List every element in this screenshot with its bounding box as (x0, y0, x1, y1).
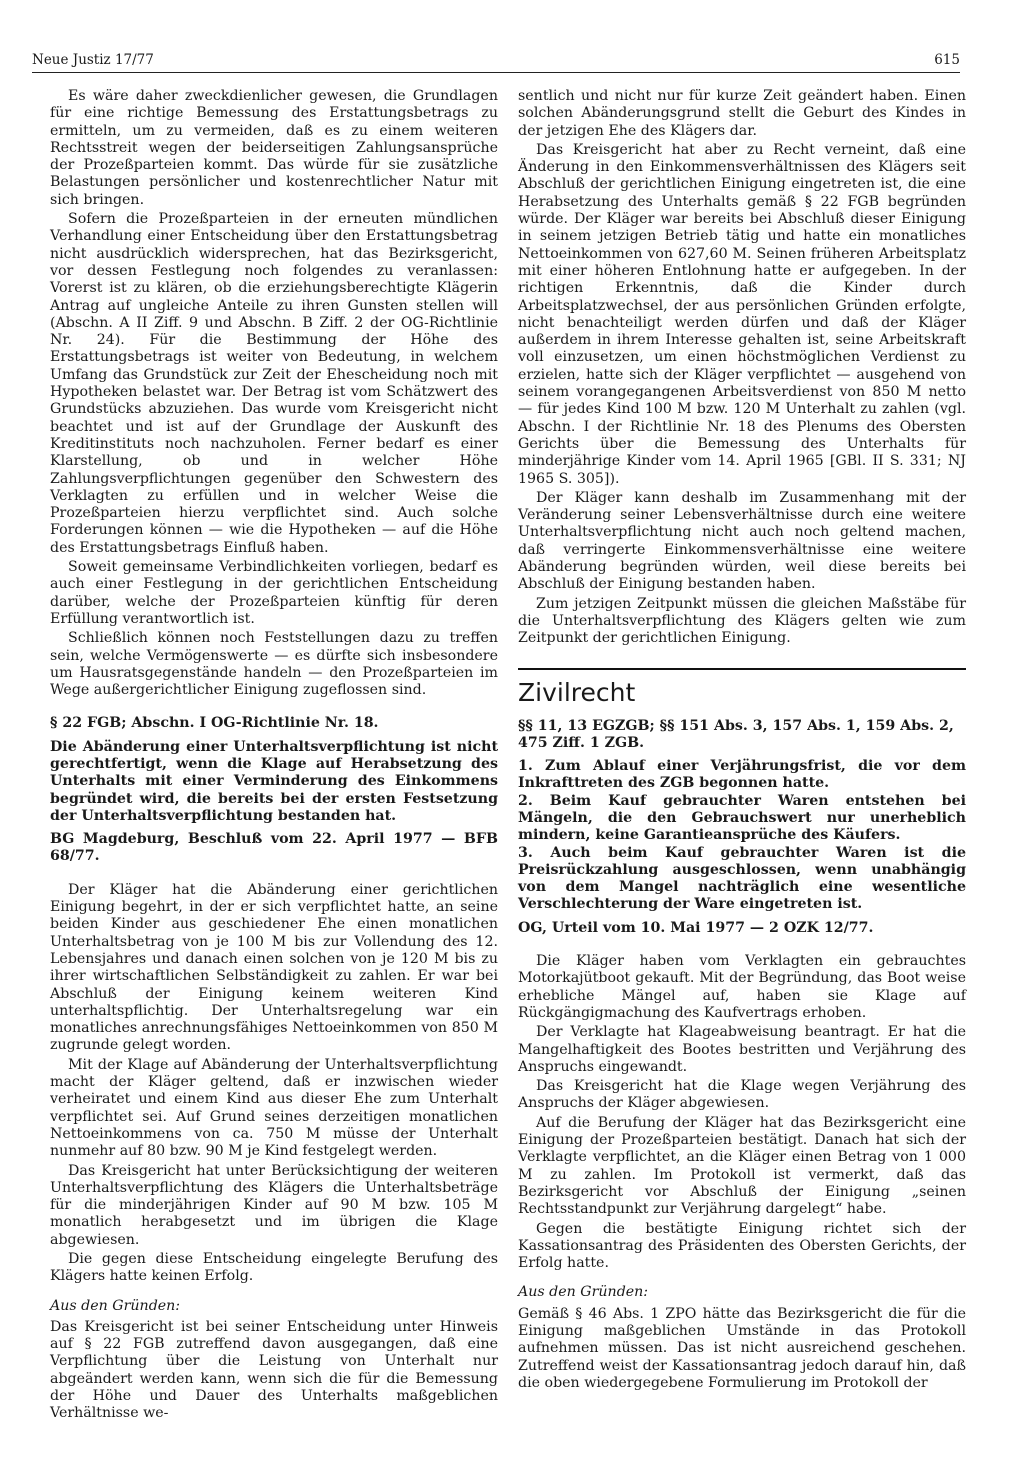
decision-reference: OG, Urteil vom 10. Mai 1977 — 2 OZK 12/77. (518, 919, 874, 936)
paragraph: sentlich und nicht nur für kurze Zeit geändert haben. Einen solchen Abänderungsgrund stellt die Geburt des Kindes in der jetzigen Ehe des Klägers dar. (518, 88, 966, 139)
paragraph: Es wäre daher zweckdienlicher gewesen, die Grundlagen für eine richtige Bemessung des Erstattungsbetrags zu ermitteln, um zu vermeiden, daß es zu einem weiteren Rechtsstreit wegen der beiderseitigen Zahlungsansprüche der Prozeßparteien kommt. Das würde für sie zusätzliche Belastungen persönlicher und kostenrechtlicher Natur mit sich bringen. (50, 88, 498, 208)
header-rule (32, 72, 960, 73)
paragraph: Das Kreisgericht ist bei seiner Entscheidung unter Hinweis auf § 22 FGB zutreffend davon ausgegangen, daß eine Verpflichtung über die Leistung von Unterhalt nur abgeändert werden kann, wenn sich die für die Bemessung der Höhe und Dauer des Unterhalts maßgeblichen Verhältnisse we- (50, 1318, 498, 1422)
paragraph: Zum jetzigen Zeitpunkt müssen die gleichen Maßstäbe für die Unterhaltsverpflichtung des Klägers gelten wie zum Zeitpunkt der gerichtlichen Einigung. (518, 595, 966, 647)
paragraph: Das Kreisgericht hat aber zu Recht verneint, daß eine Änderung in den Einkommensverhältnissen des Klägers seit Abschluß der gerichtlichen Einigung eingetreten ist, die eine Herabsetzung des Unterhalts gemäß § 22 FGB begründen würde. Der Kläger war bereits bei Abschluß dieser Einigung in seinem jetzigen Betrieb tätig und hatte ein monatliches Nettoeinkommen von 627,60 M. Seinen früheren Arbeitsplatz mit einer höheren Entlohnung hatte er aufgegeben. In der richtigen Erkenntnis, daß die Kinder durch Arbeitsplatzwechsel, der aus persönlichen Gründen erfolgte, nicht benachteiligt werden dürfen und daß der Kläger außerdem in ihrem Interesse gehalten ist, seine Arbeitskraft voll einzusetzen, um einen höchstmöglichen Verdienst zu erzielen, hatte sich der Kläger verpflichtet — ausgehend von seinem vorangegangenen Arbeitsverdienst von 850 M netto — für jedes Kind 100 M bzw. 120 M Unterhalt zu zahlen (vgl. Abschn. I der Richtlinie Nr. 18 des Plenums des Obersten Gerichts über die Bemessung des Unterhalts für minderjährige Kinder vom 14. April 1965 [GBl. II S. 331; NJ 1965 S. 305]). (518, 141, 966, 487)
paragraph: Das Kreisgericht hat unter Berücksichtigung der weiteren Unterhaltsverpflichtung des Klägers die Unterhaltsbeträge für die minderjährigen Kinder auf 90 M bzw. 105 M monatlich herabgesetzt und im übrigen die Klage abgewiesen. (50, 1162, 498, 1248)
paragraph: Sofern die Prozeßparteien in der erneuten mündlichen Verhandlung einer Entscheidung über den Erstattungsbetrag nicht ausdrücklich widersprechen, hat das Bezirksgericht, vor dessen Festlegung noch folgendes zu veranlassen: Vorerst ist zu klären, ob die erziehungsberechtigte Klägerin Antrag auf ungleiche Anteile zu ihren Gunsten stellen will (Abschn. A II Ziff. 9 und Abschn. B Ziff. 2 der OG-Richtlinie Nr. 24). Für die Bestimmung der Höhe des Erstattungsbetrags ist weiter von Bedeutung, in welchem Umfang das Grundstück zur Zeit der Ehescheidung noch mit Hypotheken belastet war. Der Betrag ist vom Schätzwert des Grundstücks abzuziehen. Das wurde vom Kreisgericht nicht beachtet und ist auf der Grundlage der Auskunft des Kreditinstituts noch nachzuholen. Ferner bedarf es einer Klarstellung, ob und in welcher Höhe Zahlungsverpflichtungen gegenüber den Schwestern des Verklagten zu erfüllen und in welcher Weise die Prozeßparteien hierzu verpflichtet sind. Auch solche Forderungen können — wie die Hypotheken — auf die Höhe des Erstattungsbetrags Einfluß haben. (50, 211, 498, 556)
norm-heading: §§ 11, 13 EGZGB; §§ 151 Abs. 3, 157 Abs. 1, 159 Abs. 2, 475 Ziff. 1 ZGB. (518, 717, 954, 751)
paragraph: Der Verklagte hat Klageabweisung beantragt. Er hat die Mangelhaftigkeit des Bootes bestritten und Verjährung des Anspruchs eingewandt. (518, 1024, 966, 1075)
paragraph: Gemäß § 46 Abs. 1 ZPO hätte das Bezirksgericht die für die Einigung maßgeblichen Umstände in das Protokoll aufnehmen müssen. Das ist nicht ausreichend geschehen. Zutreffend weist der Kassationsantrag jedoch darauf hin, daß die oben wiedergegebene Formulierung im Protokoll der (518, 1305, 966, 1391)
decision-reference: BG Magdeburg, Beschluß vom 22. April 1977 — BFB 68/77. (50, 831, 498, 865)
headnote-item: 1. Zum Ablauf einer Verjährungsfrist, die vor dem Inkrafttreten des ZGB begonnen hatte. (518, 758, 966, 792)
reasons-heading: Aus den Gründen: (50, 1297, 181, 1314)
headnote-item: 3. Auch beim Kauf gebrauchter Waren ist die Preisrückzahlung ausgeschlossen, wenn unabhängig von dem Mangel nachträglich eine wesentliche Verschlechterung der Ware eingetreten ist. (518, 844, 966, 913)
paragraph: Der Kläger kann deshalb im Zusammenhang mit der Veränderung seiner Lebensverhältnisse durch eine weitere Unterhaltsverpflichtung nicht auch noch geltend machen, daß verringerte Einkommensverhältnisse eine weitere Abänderung begründen würden, weil diese bereits bei Abschluß der Einigung bestanden haben. (518, 489, 966, 593)
page-number: 615 (934, 52, 960, 68)
paragraph: Die gegen diese Entscheidung eingelegte Berufung des Klägers hatte keinen Erfolg. (50, 1251, 498, 1285)
reasons-heading: Aus den Gründen: (518, 1284, 649, 1301)
headnote-item: 2. Beim Kauf gebrauchter Waren entstehen bei Mängeln, die den Gebrauchswert nur unerheblich mindern, keine Garantieansprüche des Käufers. (518, 792, 966, 844)
journal-title: Neue Justiz 17/77 (32, 52, 154, 68)
paragraph: Auf die Berufung der Kläger hat das Bezirksgericht eine Einigung der Prozeßparteien bestätigt. Danach hat sich der Verklagte verpflichtet, an die Kläger einen Betrag von 1 000 M zu zahlen. Im Protokoll ist vermerkt, daß das Bezirksgericht vor Abschluß der Einigung „seinen Rechtsstandpunkt zur Verjährung dargelegt“ habe. (518, 1114, 966, 1218)
paragraph: Der Kläger hat die Abänderung einer gerichtlichen Einigung begehrt, in der er sich verpflichtet hatte, an seine beiden Kinder aus geschiedener Ehe einen monatlichen Unterhaltsbetrag von je 100 M bis zur Vollendung des 12. Lebensjahres und danach einen solchen von je 120 M bis zu ihrer wirtschaftlichen Selbständigkeit zu zahlen. Er war bei Abschluß der Einigung keinem weiteren Kind unterhaltspflichtig. Der Unterhaltsregelung war ein monatliches anrechnungsfähiges Nettoeinkommen von 850 M zugrunde gelegt worden. (50, 881, 498, 1054)
left-column (50, 88, 498, 1425)
paragraph: Gegen die bestätigte Einigung richtet sich der Kassationsantrag des Präsidenten des Obersten Gerichts, der Erfolg hatte. (518, 1220, 966, 1272)
section-title: Zivilrecht (518, 677, 636, 707)
headnote: Die Abänderung einer Unterhaltsverpflichtung ist nicht gerechtfertigt, wenn die Klage auf Herabsetzung des Unterhalts mit einer Verminderung des Einkommens begründet wird, die bereits bei der ersten Festsetzung der Unterhaltsverpflichtung bestanden hat. (50, 738, 498, 824)
norm-heading: § 22 FGB; Abschn. I OG-Richtlinie Nr. 18. (50, 715, 379, 732)
paragraph: Das Kreisgericht hat die Klage wegen Verjährung des Anspruchs der Kläger abgewiesen. (518, 1078, 966, 1112)
section-divider (518, 668, 966, 670)
right-column (518, 88, 966, 1394)
paragraph: Die Kläger haben vom Verklagten ein gebrauchtes Motorkajütboot gekauft. Mit der Begründung, das Boot weise erhebliche Mängel auf, haben sie Klage auf Rückgängigmachung des Kaufvertrags erhoben. (518, 953, 966, 1021)
paragraph: Mit der Klage auf Abänderung der Unterhaltsverpflichtung macht der Kläger geltend, daß er inzwischen wieder verheiratet und einem Kind aus dieser Ehe zum Unterhalt verpflichtet sei. Auf Grund seines derzeitigen monatlichen Nettoeinkommens von ca. 750 M müsse der Unterhalt nunmehr auf 80 bzw. 90 M je Kind festgelegt werden. (50, 1056, 498, 1160)
paragraph: Schließlich können noch Feststellungen dazu zu treffen sein, welche Vermögenswerte — es dürfte sich insbesondere um Hausratsgegenstände handeln — den Prozeßparteien im Wege außergerichtlicher Einigung zugeflossen sind. (50, 630, 498, 699)
paragraph: Soweit gemeinsame Verbindlichkeiten vorliegen, bedarf es auch einer Festlegung in der gerichtlichen Entscheidung darüber, welche der Prozeßparteien künftig für deren Erfüllung verantwortlich ist. (50, 559, 498, 627)
